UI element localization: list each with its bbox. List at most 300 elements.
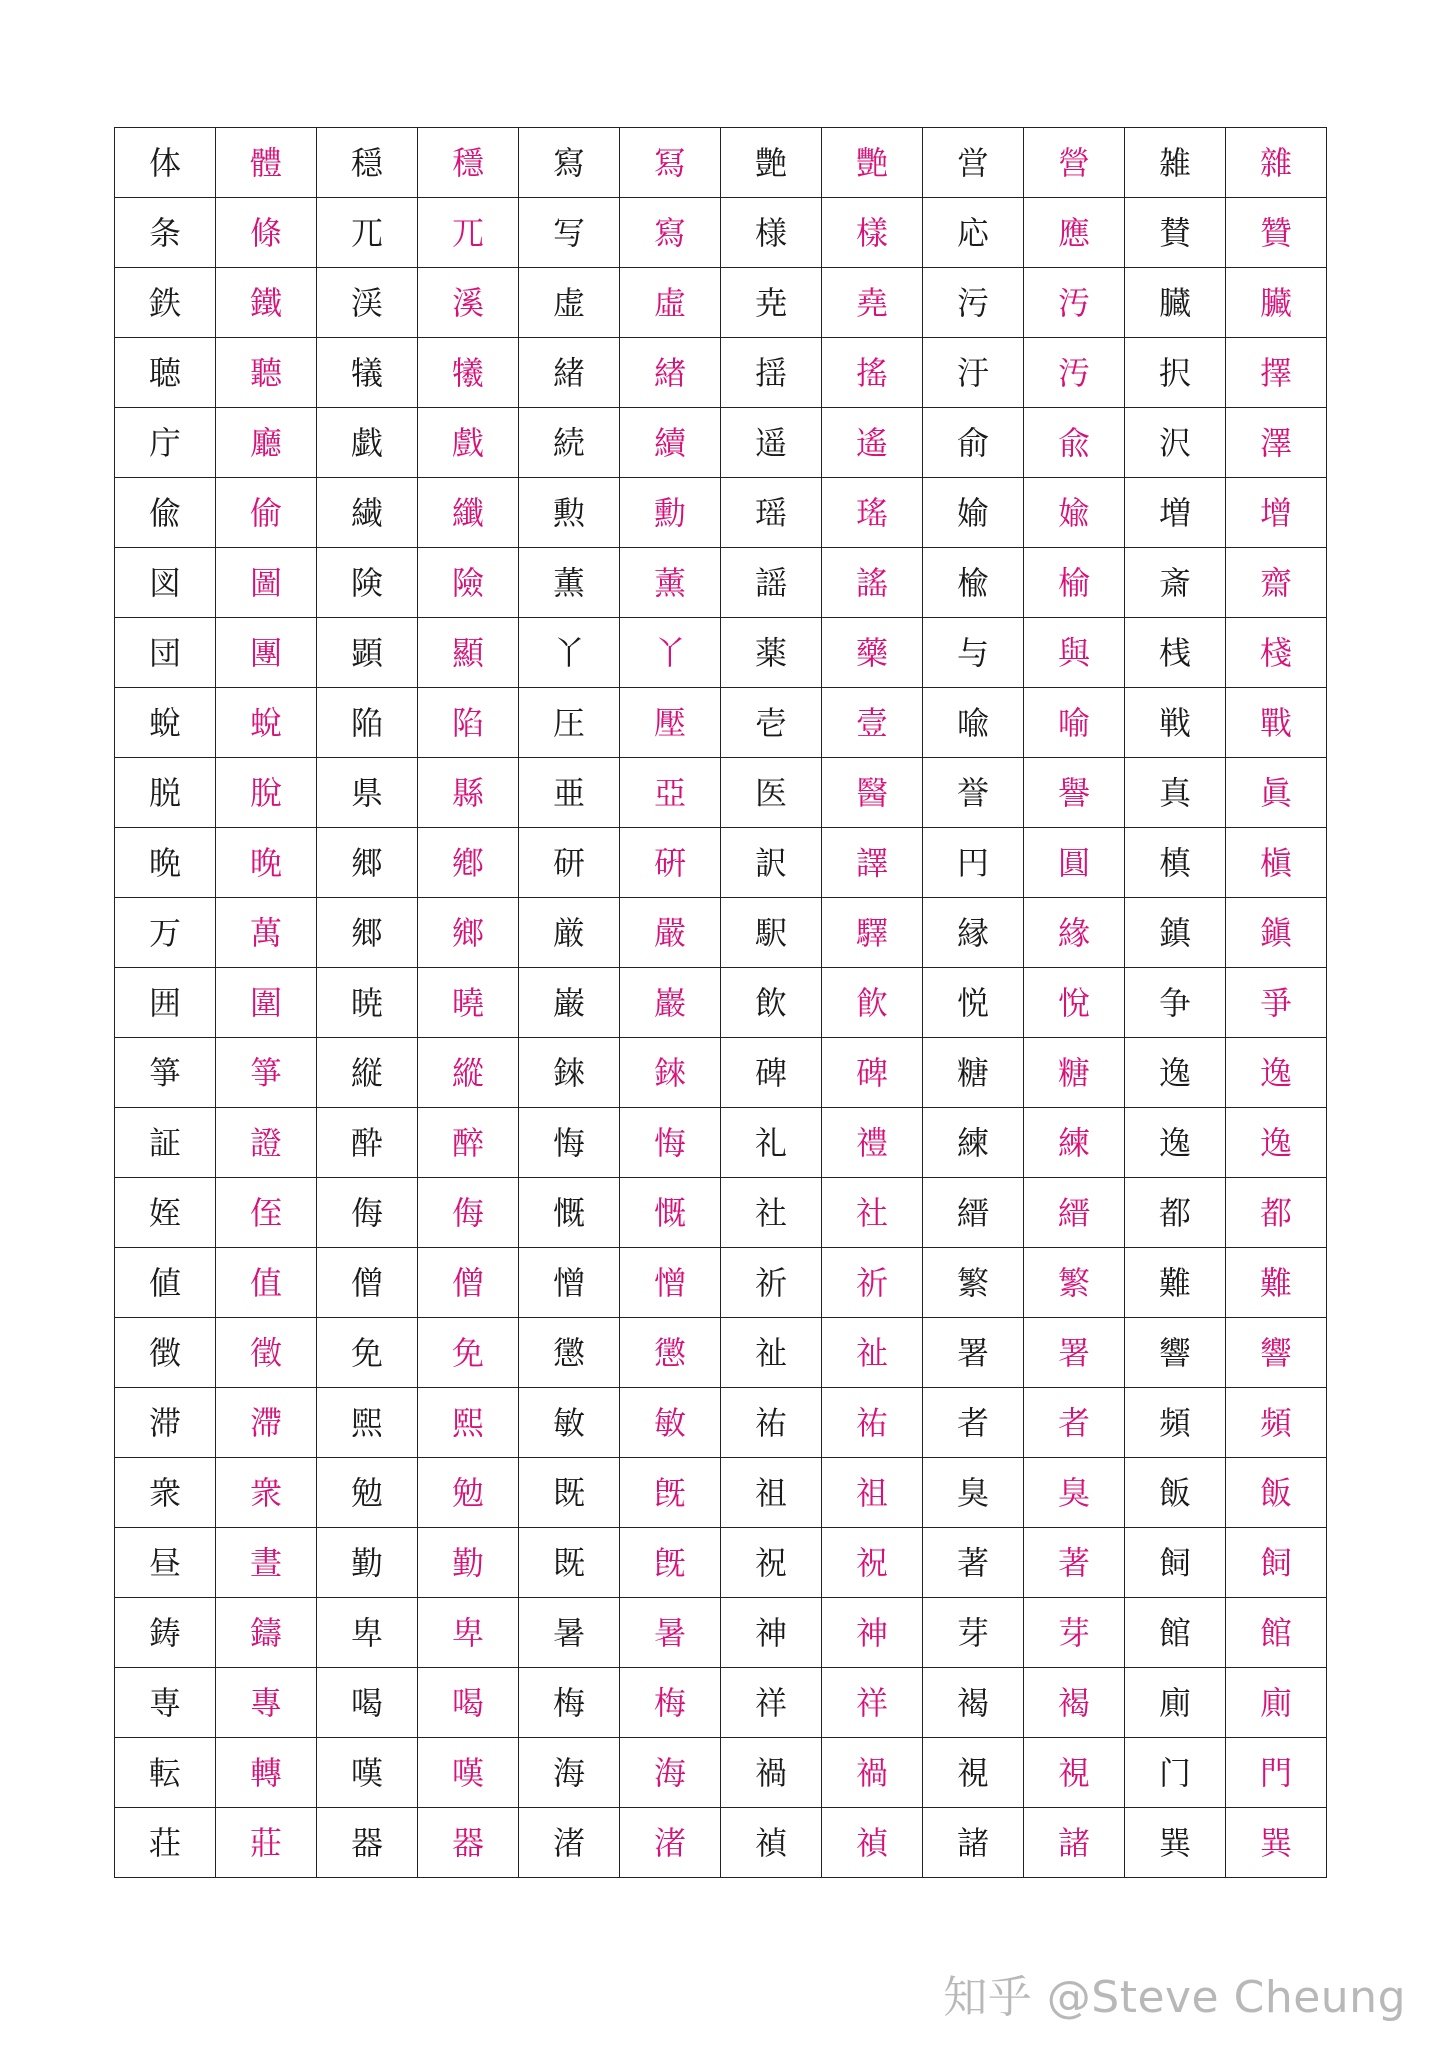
simplified-char-cell: 郷	[317, 828, 418, 898]
traditional-char-cell: 壓	[620, 688, 721, 758]
simplified-char-cell: 喩	[923, 688, 1024, 758]
simplified-char-cell: 署	[923, 1318, 1024, 1388]
traditional-char-cell: 瑤	[822, 478, 923, 548]
traditional-char-cell: 婾	[1024, 478, 1125, 548]
simplified-char-cell: 侮	[317, 1178, 418, 1248]
simplified-char-cell: 写	[519, 198, 620, 268]
traditional-char-cell: 條	[216, 198, 317, 268]
traditional-char-cell: 難	[1226, 1248, 1327, 1318]
simplified-char-cell: 滞	[115, 1388, 216, 1458]
traditional-char-cell: 醉	[418, 1108, 519, 1178]
simplified-char-cell: 勉	[317, 1458, 418, 1528]
simplified-char-cell: 駅	[721, 898, 822, 968]
table-row	[115, 408, 1327, 478]
traditional-char-cell: 鎭	[1226, 898, 1327, 968]
traditional-char-cell: 醫	[822, 758, 923, 828]
simplified-char-cell: 繁	[923, 1248, 1024, 1318]
table-row	[115, 1038, 1327, 1108]
traditional-char-cell: 譯	[822, 828, 923, 898]
character-table	[114, 127, 1327, 1878]
simplified-char-cell: 嘆	[317, 1738, 418, 1808]
traditional-char-cell: 巽	[1226, 1808, 1327, 1878]
simplified-char-cell: 犠	[317, 338, 418, 408]
traditional-char-cell: 兪	[1024, 408, 1125, 478]
simplified-char-cell: 祉	[721, 1318, 822, 1388]
simplified-char-cell: 県	[317, 758, 418, 828]
simplified-char-cell: 祥	[721, 1668, 822, 1738]
traditional-char-cell: 堯	[822, 268, 923, 338]
traditional-char-cell: 勤	[418, 1528, 519, 1598]
table-row	[115, 968, 1327, 1038]
traditional-char-cell: 糖	[1024, 1038, 1125, 1108]
traditional-char-cell: 逸	[1226, 1038, 1327, 1108]
traditional-char-cell: 視	[1024, 1738, 1125, 1808]
traditional-char-cell: 證	[216, 1108, 317, 1178]
simplified-char-cell: 碑	[721, 1038, 822, 1108]
simplified-char-cell: 禎	[721, 1808, 822, 1878]
simplified-char-cell: 梅	[519, 1668, 620, 1738]
traditional-char-cell: 增	[1226, 478, 1327, 548]
traditional-char-cell: 祝	[822, 1528, 923, 1598]
simplified-char-cell: 営	[923, 128, 1024, 198]
table-row	[115, 128, 1327, 198]
simplified-char-cell: 慨	[519, 1178, 620, 1248]
traditional-char-cell: 圖	[216, 548, 317, 618]
table-row	[115, 1738, 1327, 1808]
traditional-char-cell: 值	[216, 1248, 317, 1318]
simplified-char-cell: 飼	[1125, 1528, 1226, 1598]
simplified-char-cell: 応	[923, 198, 1024, 268]
traditional-char-cell: 戰	[1226, 688, 1327, 758]
simplified-char-cell: 逸	[1125, 1108, 1226, 1178]
simplified-char-cell: 値	[115, 1248, 216, 1318]
traditional-char-cell: 晝	[216, 1528, 317, 1598]
traditional-char-cell: 晚	[216, 828, 317, 898]
traditional-char-cell: 鑄	[216, 1598, 317, 1668]
traditional-char-cell: 齋	[1226, 548, 1327, 618]
simplified-char-cell: 鎮	[1125, 898, 1226, 968]
table-row	[115, 1808, 1327, 1878]
table-row	[115, 338, 1327, 408]
simplified-char-cell: 褐	[923, 1668, 1024, 1738]
simplified-char-cell: 錸	[519, 1038, 620, 1108]
simplified-char-cell: 媮	[923, 478, 1024, 548]
traditional-char-cell: 雜	[1226, 128, 1327, 198]
simplified-char-cell: 暁	[317, 968, 418, 1038]
traditional-char-cell: 爭	[1226, 968, 1327, 1038]
traditional-char-cell: 署	[1024, 1318, 1125, 1388]
simplified-char-cell: 囲	[115, 968, 216, 1038]
simplified-char-cell: 賛	[1125, 198, 1226, 268]
traditional-char-cell: 侄	[216, 1178, 317, 1248]
traditional-char-cell: 聽	[216, 338, 317, 408]
simplified-char-cell: 丫	[519, 618, 620, 688]
simplified-char-cell: 祝	[721, 1528, 822, 1598]
simplified-char-cell: 薫	[519, 548, 620, 618]
simplified-char-cell: 悔	[519, 1108, 620, 1178]
simplified-char-cell: 館	[1125, 1598, 1226, 1668]
character-table-body	[115, 128, 1327, 1878]
traditional-char-cell: 繁	[1024, 1248, 1125, 1318]
traditional-char-cell: 衆	[216, 1458, 317, 1528]
traditional-char-cell: 硏	[620, 828, 721, 898]
simplified-char-cell: 与	[923, 618, 1024, 688]
simplified-char-cell: 渓	[317, 268, 418, 338]
simplified-char-cell: 穏	[317, 128, 418, 198]
traditional-char-cell: 錸	[620, 1038, 721, 1108]
simplified-char-cell: 争	[1125, 968, 1226, 1038]
traditional-char-cell: 慨	[620, 1178, 721, 1248]
simplified-char-cell: 槙	[1125, 828, 1226, 898]
traditional-char-cell: 著	[1024, 1528, 1125, 1598]
simplified-char-cell: 祐	[721, 1388, 822, 1458]
table-row	[115, 1248, 1327, 1318]
simplified-char-cell: 兀	[317, 198, 418, 268]
simplified-char-cell: 俞	[923, 408, 1024, 478]
simplified-char-cell: 臭	[923, 1458, 1024, 1528]
traditional-char-cell: 虛	[620, 268, 721, 338]
simplified-char-cell: 蛻	[115, 688, 216, 758]
traditional-char-cell: 禎	[822, 1808, 923, 1878]
traditional-char-cell: 者	[1024, 1388, 1125, 1458]
traditional-char-cell: 兀	[418, 198, 519, 268]
traditional-char-cell: 棧	[1226, 618, 1327, 688]
simplified-char-cell: 視	[923, 1738, 1024, 1808]
traditional-char-cell: 應	[1024, 198, 1125, 268]
simplified-char-cell: 者	[923, 1388, 1024, 1458]
traditional-char-cell: 續	[620, 408, 721, 478]
simplified-char-cell: 偸	[115, 478, 216, 548]
simplified-char-cell: 门	[1125, 1738, 1226, 1808]
simplified-char-cell: 荘	[115, 1808, 216, 1878]
traditional-char-cell: 縣	[418, 758, 519, 828]
simplified-char-cell: 縦	[317, 1038, 418, 1108]
traditional-char-cell: 神	[822, 1598, 923, 1668]
simplified-char-cell: 険	[317, 548, 418, 618]
traditional-char-cell: 藥	[822, 618, 923, 688]
traditional-char-cell: 與	[1024, 618, 1125, 688]
simplified-char-cell: 敏	[519, 1388, 620, 1458]
traditional-char-cell: 嚴	[620, 898, 721, 968]
simplified-char-cell: 勤	[317, 1528, 418, 1598]
traditional-char-cell: 搖	[822, 338, 923, 408]
traditional-char-cell: 滯	[216, 1388, 317, 1458]
simplified-char-cell: 斎	[1125, 548, 1226, 618]
simplified-char-cell: 巽	[1125, 1808, 1226, 1878]
traditional-char-cell: 憎	[620, 1248, 721, 1318]
traditional-char-cell: 穩	[418, 128, 519, 198]
simplified-char-cell: 郷	[317, 898, 418, 968]
watermark: 知乎 @Steve Cheung	[943, 1972, 1406, 2023]
simplified-char-cell: 飯	[1125, 1458, 1226, 1528]
traditional-char-cell: 偷	[216, 478, 317, 548]
simplified-char-cell: 礼	[721, 1108, 822, 1178]
simplified-char-cell: 器	[317, 1808, 418, 1878]
table-row	[115, 758, 1327, 828]
traditional-char-cell: 亞	[620, 758, 721, 828]
simplified-char-cell: 祈	[721, 1248, 822, 1318]
simplified-char-cell: 陥	[317, 688, 418, 758]
simplified-char-cell: 鉄	[115, 268, 216, 338]
simplified-char-cell: 免	[317, 1318, 418, 1388]
simplified-char-cell: 巌	[519, 968, 620, 1038]
simplified-char-cell: 海	[519, 1738, 620, 1808]
table-row	[115, 1458, 1327, 1528]
simplified-char-cell: 謡	[721, 548, 822, 618]
simplified-char-cell: 徴	[115, 1318, 216, 1388]
traditional-char-cell: 侮	[418, 1178, 519, 1248]
traditional-char-cell: 澤	[1226, 408, 1327, 478]
simplified-char-cell: 円	[923, 828, 1024, 898]
traditional-char-cell: 諸	[1024, 1808, 1125, 1878]
table-row	[115, 618, 1327, 688]
simplified-char-cell: 厳	[519, 898, 620, 968]
simplified-char-cell: 択	[1125, 338, 1226, 408]
traditional-char-cell: 徵	[216, 1318, 317, 1388]
table-row	[115, 548, 1327, 618]
traditional-char-cell: 鐵	[216, 268, 317, 338]
traditional-char-cell: 樣	[822, 198, 923, 268]
simplified-char-cell: 誉	[923, 758, 1024, 828]
simplified-char-cell: 緒	[519, 338, 620, 408]
traditional-char-cell: 館	[1226, 1598, 1327, 1668]
traditional-char-cell: 芽	[1024, 1598, 1125, 1668]
traditional-char-cell: 脫	[216, 758, 317, 828]
simplified-char-cell: 糖	[923, 1038, 1024, 1108]
simplified-char-cell: 沢	[1125, 408, 1226, 478]
simplified-char-cell: 体	[115, 128, 216, 198]
simplified-char-cell: 繊	[317, 478, 418, 548]
simplified-char-cell: 難	[1125, 1248, 1226, 1318]
traditional-char-cell: 喻	[1024, 688, 1125, 758]
table-row	[115, 1178, 1327, 1248]
traditional-char-cell: 都	[1226, 1178, 1327, 1248]
traditional-char-cell: 卑	[418, 1598, 519, 1668]
traditional-char-cell: 冩	[620, 128, 721, 198]
table-row	[115, 198, 1327, 268]
simplified-char-cell: 祖	[721, 1458, 822, 1528]
traditional-char-cell: 海	[620, 1738, 721, 1808]
simplified-char-cell: 脱	[115, 758, 216, 828]
table-row	[115, 1668, 1327, 1738]
table-row	[115, 1528, 1327, 1598]
traditional-char-cell: 陷	[418, 688, 519, 758]
simplified-char-cell: 遥	[721, 408, 822, 478]
simplified-char-cell: 箏	[115, 1038, 216, 1108]
simplified-char-cell: 庁	[115, 408, 216, 478]
simplified-char-cell: 既	[519, 1458, 620, 1528]
simplified-char-cell: 雑	[1125, 128, 1226, 198]
simplified-char-cell: 僧	[317, 1248, 418, 1318]
traditional-char-cell: 驛	[822, 898, 923, 968]
traditional-char-cell: 險	[418, 548, 519, 618]
simplified-char-cell: 壱	[721, 688, 822, 758]
simplified-char-cell: 戯	[317, 408, 418, 478]
traditional-char-cell: 轉	[216, 1738, 317, 1808]
traditional-char-cell: 頻	[1226, 1388, 1327, 1458]
simplified-char-cell: 神	[721, 1598, 822, 1668]
simplified-char-cell: 社	[721, 1178, 822, 1248]
simplified-char-cell: 転	[115, 1738, 216, 1808]
traditional-char-cell: 廁	[1226, 1668, 1327, 1738]
simplified-char-cell: 逸	[1125, 1038, 1226, 1108]
traditional-char-cell: 練	[1024, 1108, 1125, 1178]
traditional-char-cell: 眞	[1226, 758, 1327, 828]
simplified-char-cell: 頻	[1125, 1388, 1226, 1458]
traditional-char-cell: 鄕	[418, 828, 519, 898]
traditional-char-cell: 縱	[418, 1038, 519, 1108]
traditional-char-cell: 梅	[620, 1668, 721, 1738]
table-row	[115, 1598, 1327, 1668]
simplified-char-cell: 寫	[519, 128, 620, 198]
simplified-char-cell: 瑶	[721, 478, 822, 548]
simplified-char-cell: 諸	[923, 1808, 1024, 1878]
traditional-char-cell: 嘆	[418, 1738, 519, 1808]
simplified-char-cell: 芽	[923, 1598, 1024, 1668]
simplified-char-cell: 渚	[519, 1808, 620, 1878]
simplified-char-cell: 聴	[115, 338, 216, 408]
simplified-char-cell: 汙	[923, 338, 1024, 408]
traditional-char-cell: 艷	[822, 128, 923, 198]
traditional-char-cell: 纖	[418, 478, 519, 548]
table-row	[115, 1318, 1327, 1388]
traditional-char-cell: 擇	[1226, 338, 1327, 408]
simplified-char-cell: 訳	[721, 828, 822, 898]
traditional-char-cell: 丫	[620, 618, 721, 688]
table-row	[115, 1108, 1327, 1178]
table-row	[115, 828, 1327, 898]
simplified-char-cell: 艶	[721, 128, 822, 198]
traditional-char-cell: 箏	[216, 1038, 317, 1108]
simplified-char-cell: 縁	[923, 898, 1024, 968]
simplified-char-cell: 衆	[115, 1458, 216, 1528]
simplified-char-cell: 医	[721, 758, 822, 828]
simplified-char-cell: 専	[115, 1668, 216, 1738]
traditional-char-cell: 敏	[620, 1388, 721, 1458]
traditional-char-cell: 祉	[822, 1318, 923, 1388]
simplified-char-cell: 増	[1125, 478, 1226, 548]
simplified-char-cell: 揺	[721, 338, 822, 408]
traditional-char-cell: 飼	[1226, 1528, 1327, 1598]
traditional-char-cell: 贊	[1226, 198, 1327, 268]
traditional-char-cell: 禮	[822, 1108, 923, 1178]
simplified-char-cell: 真	[1125, 758, 1226, 828]
traditional-char-cell: 暑	[620, 1598, 721, 1668]
traditional-char-cell: 悔	[620, 1108, 721, 1178]
traditional-char-cell: 營	[1024, 128, 1125, 198]
traditional-char-cell: 響	[1226, 1318, 1327, 1388]
table-row	[115, 268, 1327, 338]
traditional-char-cell: 縉	[1024, 1178, 1125, 1248]
traditional-char-cell: 飯	[1226, 1458, 1327, 1528]
traditional-char-cell: 社	[822, 1178, 923, 1248]
simplified-char-cell: 懲	[519, 1318, 620, 1388]
simplified-char-cell: 暑	[519, 1598, 620, 1668]
simplified-char-cell: 昼	[115, 1528, 216, 1598]
traditional-char-cell: 懲	[620, 1318, 721, 1388]
traditional-char-cell: 壹	[822, 688, 923, 758]
simplified-char-cell: 廁	[1125, 1668, 1226, 1738]
traditional-char-cell: 專	[216, 1668, 317, 1738]
traditional-char-cell: 渚	[620, 1808, 721, 1878]
traditional-char-cell: 顯	[418, 618, 519, 688]
traditional-char-cell: 祥	[822, 1668, 923, 1738]
traditional-char-cell: 祈	[822, 1248, 923, 1318]
traditional-char-cell: 緖	[620, 338, 721, 408]
simplified-char-cell: 圧	[519, 688, 620, 758]
traditional-char-cell: 萬	[216, 898, 317, 968]
traditional-char-cell: 門	[1226, 1738, 1327, 1808]
traditional-char-cell: 團	[216, 618, 317, 688]
traditional-char-cell: 逸	[1226, 1108, 1327, 1178]
traditional-char-cell: 鄉	[418, 898, 519, 968]
traditional-char-cell: 飮	[822, 968, 923, 1038]
traditional-char-cell: 薰	[620, 548, 721, 618]
simplified-char-cell: 喝	[317, 1668, 418, 1738]
simplified-char-cell: 污	[923, 268, 1024, 338]
traditional-char-cell: 廳	[216, 408, 317, 478]
simplified-char-cell: 顕	[317, 618, 418, 688]
simplified-char-cell: 続	[519, 408, 620, 478]
simplified-char-cell: 酔	[317, 1108, 418, 1178]
simplified-char-cell: 団	[115, 618, 216, 688]
simplified-char-cell: 虚	[519, 268, 620, 338]
traditional-char-cell: 圍	[216, 968, 317, 1038]
simplified-char-cell: 都	[1125, 1178, 1226, 1248]
traditional-char-cell: 器	[418, 1808, 519, 1878]
simplified-char-cell: 勲	[519, 478, 620, 548]
simplified-char-cell: 亜	[519, 758, 620, 828]
traditional-char-cell: 勉	[418, 1458, 519, 1528]
traditional-char-cell: 莊	[216, 1808, 317, 1878]
table-row	[115, 1388, 1327, 1458]
table-row	[115, 688, 1327, 758]
simplified-char-cell: 戦	[1125, 688, 1226, 758]
simplified-char-cell: 鋳	[115, 1598, 216, 1668]
traditional-char-cell: 熙	[418, 1388, 519, 1458]
simplified-char-cell: 研	[519, 828, 620, 898]
table-row	[115, 898, 1327, 968]
traditional-char-cell: 喝	[418, 1668, 519, 1738]
simplified-char-cell: 飲	[721, 968, 822, 1038]
simplified-char-cell: 桟	[1125, 618, 1226, 688]
traditional-char-cell: 禍	[822, 1738, 923, 1808]
simplified-char-cell: 練	[923, 1108, 1024, 1178]
simplified-char-cell: 憎	[519, 1248, 620, 1318]
traditional-char-cell: 遙	[822, 408, 923, 478]
simplified-char-cell: 証	[115, 1108, 216, 1178]
traditional-char-cell: 譽	[1024, 758, 1125, 828]
simplified-char-cell: 図	[115, 548, 216, 618]
simplified-char-cell: 響	[1125, 1318, 1226, 1388]
traditional-char-cell: 槇	[1226, 828, 1327, 898]
simplified-char-cell: 煕	[317, 1388, 418, 1458]
traditional-char-cell: 溪	[418, 268, 519, 338]
simplified-char-cell: 条	[115, 198, 216, 268]
simplified-char-cell: 禍	[721, 1738, 822, 1808]
traditional-char-cell: 勳	[620, 478, 721, 548]
traditional-char-cell: 體	[216, 128, 317, 198]
simplified-char-cell: 既	[519, 1528, 620, 1598]
traditional-char-cell: 祐	[822, 1388, 923, 1458]
traditional-char-cell: 謠	[822, 548, 923, 618]
traditional-char-cell: 戲	[418, 408, 519, 478]
traditional-char-cell: 祖	[822, 1458, 923, 1528]
traditional-char-cell: 僧	[418, 1248, 519, 1318]
traditional-char-cell: 蛻	[216, 688, 317, 758]
table-row	[115, 478, 1327, 548]
traditional-char-cell: 汚	[1024, 338, 1125, 408]
